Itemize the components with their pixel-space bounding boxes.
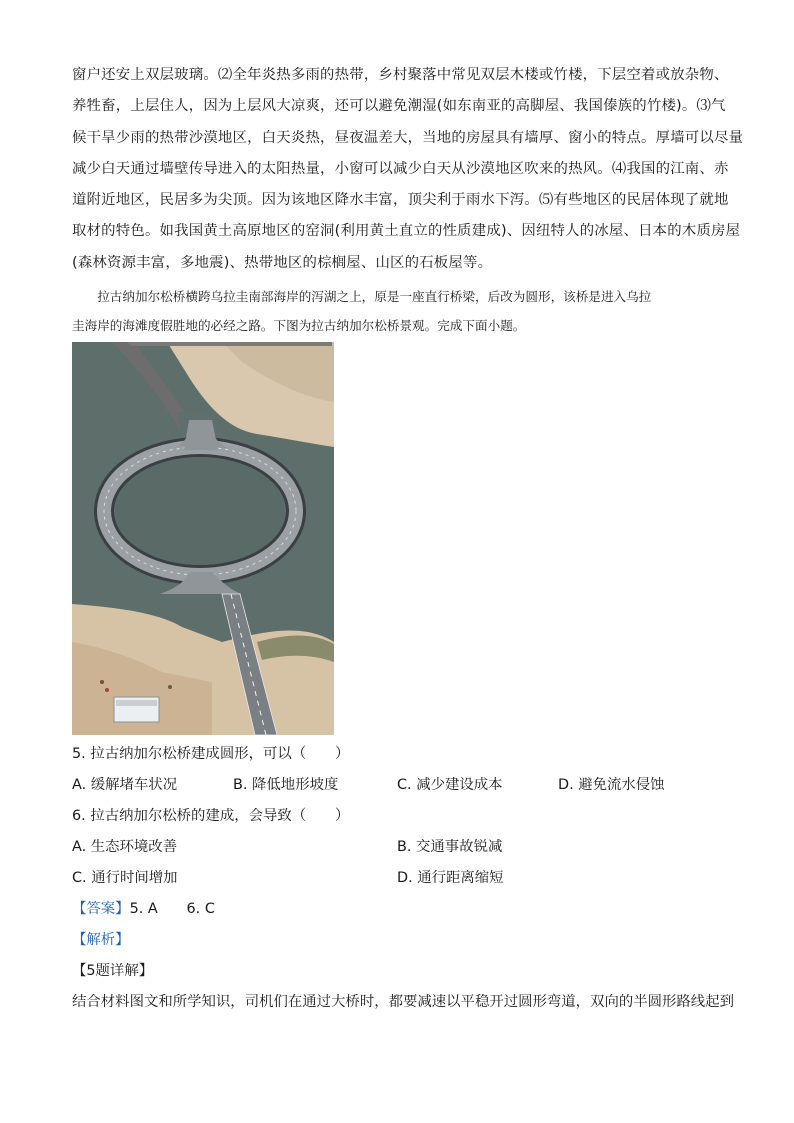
intro-line: 养牲畜，上层住人，因为上层风大凉爽，还可以避免潮湿(如东南亚的高脚屋、我国傣族的竹楼)。⑶气 <box>72 98 726 115</box>
question-6-option-a[interactable]: A. 生态环境改善 <box>72 839 178 855</box>
material-paragraph <box>72 282 722 340</box>
intro-line: 取材的特色。如我国黄土高原地区的窑洞(利用黄土直立的性质建成)、因纽特人的冰屋、日本的木质房屋 <box>72 223 741 240</box>
intro-line: (森林资源丰富，多地震)、热带地区的棕榈屋、山区的石板屋等。 <box>72 254 493 271</box>
answer-tag: 【答案】 <box>72 901 130 917</box>
intro-line: 道附近地区，民居多为尖顶。因为该地区降水丰富，顶尖利于雨水下泻。⑸有些地区的民居体现了就地 <box>72 192 729 209</box>
question-5-option-a[interactable]: A. 缓解堵车状况 <box>72 777 178 793</box>
bridge-photo <box>72 342 334 735</box>
material-line: 拉古纳加尔松桥横跨乌拉圭南部海岸的泻湖之上，原是一座直行桥梁，后改为圆形，该桥是进入乌拉 <box>72 289 652 304</box>
question-5-stem: 5. 拉古纳加尔松桥建成圆形，可以（ ） <box>72 746 350 762</box>
intro-line: 候干旱少雨的热带沙漠地区，白天炎热，昼夜温差大，当地的房屋具有墙厚、窗小的特点。厚墙可以尽量 <box>72 129 744 146</box>
question-6-option-c[interactable]: C. 通行时间增加 <box>72 870 178 886</box>
question-6-option-d[interactable]: D. 通行距离缩短 <box>397 870 504 886</box>
question-5-option-c[interactable]: C. 减少建设成本 <box>397 777 503 793</box>
detail-tag: 【5题详解】 <box>72 963 154 979</box>
intro-line: 窗户还安上双层玻璃。⑵全年炎热多雨的热带，乡村聚落中常见双层木楼或竹楼，下层空着或放杂物、 <box>72 67 729 83</box>
analysis-line <box>72 930 130 950</box>
answer-line <box>72 899 215 919</box>
material-line: 圭海岸的海滩度假胜地的必经之路。下图为拉古纳加尔松桥景观。完成下面小题。 <box>72 318 526 333</box>
intro-paragraph <box>72 60 744 279</box>
answer-text: 5. A 6. C <box>129 901 215 917</box>
question-5-option-d[interactable]: D. 避免流水侵蚀 <box>558 777 665 793</box>
detail-heading <box>72 961 153 981</box>
question-5-option-b[interactable]: B. 降低地形坡度 <box>233 777 339 793</box>
detail-text: 结合材料图文和所学知识，司机们在通过大桥时，都要减速以平稳开过圆形弯道，双向的半圆形路线起到 <box>72 994 734 1010</box>
question-6-option-b[interactable]: B. 交通事故锐减 <box>397 839 503 855</box>
analysis-tag: 【解析】 <box>72 932 130 948</box>
question-6-stem: 6. 拉古纳加尔松桥的建成，会导致（ ） <box>72 808 350 824</box>
intro-line: 减少白天通过墙壁传导进入的太阳热量，小窗可以减少白天从沙漠地区吹来的热风。⑷我国的江南、赤 <box>72 160 729 177</box>
